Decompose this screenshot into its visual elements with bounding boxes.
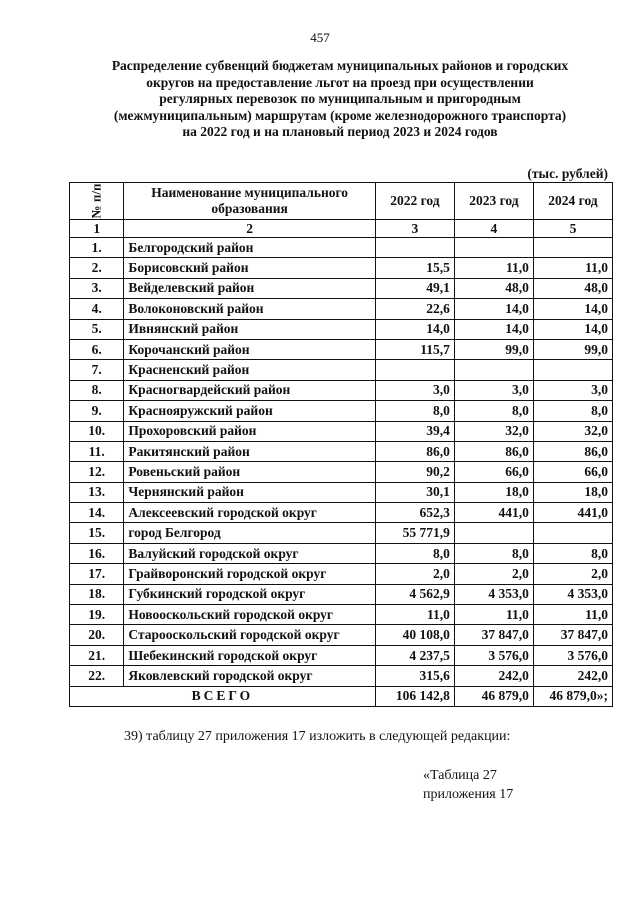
row-name: Новооскольский городской округ (124, 605, 375, 625)
table-row (70, 339, 613, 359)
row-name: Краснояружский район (124, 401, 375, 421)
row-num: 19. (70, 605, 124, 625)
header-2023: 2023 год (454, 183, 533, 220)
row-2024: 11,0 (533, 258, 612, 278)
table-row (70, 564, 613, 584)
row-2023: 14,0 (454, 319, 533, 339)
total-2023: 46 879,0 (454, 686, 533, 706)
row-2024: 2,0 (533, 564, 612, 584)
row-2022: 55 771,9 (375, 523, 454, 543)
column-index: 5 (533, 220, 612, 238)
row-num: 16. (70, 543, 124, 563)
row-num: 14. (70, 503, 124, 523)
column-index: 3 (375, 220, 454, 238)
quote-line: приложения 17 (423, 787, 514, 802)
title-line: округов на предоставление льгот на проезд при осуществлении (146, 74, 534, 90)
table-row (70, 278, 613, 298)
header-num-text: № п/п (88, 183, 104, 219)
quote-line: «Таблица 27 (423, 768, 497, 783)
row-2024: 3,0 (533, 380, 612, 400)
table-body (70, 238, 613, 687)
table-header-row (70, 183, 613, 220)
row-num: 22. (70, 666, 124, 686)
row-name: Чернянский район (124, 482, 375, 502)
table-row (70, 258, 613, 278)
row-name: Ракитянский район (124, 441, 375, 461)
row-2023: 32,0 (454, 421, 533, 441)
title-line: (межмуниципальным) маршрутам (кроме железнодорожного транспорта) (113, 107, 567, 123)
row-2022: 8,0 (375, 543, 454, 563)
row-name: Губкинский городской округ (124, 584, 375, 604)
row-2022: 30,1 (375, 482, 454, 502)
row-name: Красногвардейский район (124, 380, 375, 400)
subvention-table (69, 182, 613, 707)
row-num: 15. (70, 523, 124, 543)
row-num: 12. (70, 462, 124, 482)
table-row (70, 666, 613, 686)
row-2023: 66,0 (454, 462, 533, 482)
row-2023: 37 847,0 (454, 625, 533, 645)
row-2024: 86,0 (533, 441, 612, 461)
title-line: на 2022 год и на плановый период 2023 и 2024 годов (182, 124, 498, 139)
row-2024: 8,0 (533, 543, 612, 563)
table-row (70, 523, 613, 543)
column-index: 1 (70, 220, 124, 238)
amendment-text: 39) таблицу 27 приложения 17 изложить в следующей редакции: (124, 729, 511, 744)
table-row (70, 380, 613, 400)
column-index: 4 (454, 220, 533, 238)
row-name: Вейделевский район (124, 278, 375, 298)
table-row (70, 625, 613, 645)
row-2024: 8,0 (533, 401, 612, 421)
row-num: 9. (70, 401, 124, 421)
row-2024: 4 353,0 (533, 584, 612, 604)
row-2022 (375, 238, 454, 258)
table-row (70, 319, 613, 339)
row-2023: 441,0 (454, 503, 533, 523)
total-label: ВСЕГО (70, 686, 376, 706)
row-num: 1. (70, 238, 124, 258)
table-row (70, 543, 613, 563)
table-row (70, 299, 613, 319)
row-2022: 49,1 (375, 278, 454, 298)
row-num: 20. (70, 625, 124, 645)
row-2022: 4 237,5 (375, 645, 454, 665)
row-2024: 441,0 (533, 503, 612, 523)
row-2024: 32,0 (533, 421, 612, 441)
table-row (70, 645, 613, 665)
table-row (70, 584, 613, 604)
table-row (70, 401, 613, 421)
row-2022: 315,6 (375, 666, 454, 686)
row-name: Волоконовский район (124, 299, 375, 319)
row-2022: 2,0 (375, 564, 454, 584)
row-2022: 40 108,0 (375, 625, 454, 645)
row-2022: 39,4 (375, 421, 454, 441)
row-2022: 3,0 (375, 380, 454, 400)
row-2023: 8,0 (454, 401, 533, 421)
row-2023: 86,0 (454, 441, 533, 461)
row-name: Борисовский район (124, 258, 375, 278)
row-num: 6. (70, 339, 124, 359)
row-2023: 242,0 (454, 666, 533, 686)
header-num (70, 183, 124, 220)
row-num: 13. (70, 482, 124, 502)
row-2024 (533, 238, 612, 258)
row-2023: 3 576,0 (454, 645, 533, 665)
header-2024: 2024 год (533, 183, 612, 220)
table-row (70, 238, 613, 258)
row-2023: 8,0 (454, 543, 533, 563)
row-2023 (454, 523, 533, 543)
title-line: регулярных перевозок по муниципальным и пригородным (159, 91, 521, 106)
row-2022: 86,0 (375, 441, 454, 461)
header-2022: 2022 год (375, 183, 454, 220)
row-2023 (454, 238, 533, 258)
row-2022: 11,0 (375, 605, 454, 625)
row-2023: 4 353,0 (454, 584, 533, 604)
row-2024 (533, 360, 612, 380)
row-2023: 14,0 (454, 299, 533, 319)
row-num: 17. (70, 564, 124, 584)
row-2023: 11,0 (454, 605, 533, 625)
document-title (70, 58, 610, 141)
column-index: 2 (124, 220, 375, 238)
row-name: Белгородский район (124, 238, 375, 258)
table-row (70, 441, 613, 461)
row-name: Ровеньский район (124, 462, 375, 482)
row-num: 21. (70, 645, 124, 665)
row-2022: 14,0 (375, 319, 454, 339)
row-2024: 242,0 (533, 666, 612, 686)
title-line: Распределение субвенций бюджетам муниципальных районов и городских (111, 58, 569, 73)
row-name: Валуйский городской округ (124, 543, 375, 563)
row-2024 (533, 523, 612, 543)
row-num: 8. (70, 380, 124, 400)
row-2024: 18,0 (533, 482, 612, 502)
row-name: Прохоровский район (124, 421, 375, 441)
row-2024: 99,0 (533, 339, 612, 359)
row-2022: 8,0 (375, 401, 454, 421)
row-2024: 11,0 (533, 605, 612, 625)
table-row (70, 503, 613, 523)
row-2022 (375, 360, 454, 380)
row-2023: 11,0 (454, 258, 533, 278)
row-name: Корочанский район (124, 339, 375, 359)
row-name: Ивнянский район (124, 319, 375, 339)
row-2024: 37 847,0 (533, 625, 612, 645)
row-name: Алексеевский городской округ (124, 503, 375, 523)
row-2023: 18,0 (454, 482, 533, 502)
row-num: 5. (70, 319, 124, 339)
row-2022: 115,7 (375, 339, 454, 359)
row-num: 7. (70, 360, 124, 380)
row-name: Яковлевский городской округ (124, 666, 375, 686)
total-row (70, 686, 613, 706)
page-number: 457 (310, 30, 330, 45)
row-name: Шебекинский городской округ (124, 645, 375, 665)
table-caption-quote (423, 766, 513, 804)
row-2022: 4 562,9 (375, 584, 454, 604)
row-2022: 22,6 (375, 299, 454, 319)
header-name: Наименование муниципального образования (124, 183, 375, 220)
row-name: Старооскольский городской округ (124, 625, 375, 645)
row-name: Грайворонский городской округ (124, 564, 375, 584)
row-2023: 2,0 (454, 564, 533, 584)
row-num: 4. (70, 299, 124, 319)
units-label: (тыс. рублей) (527, 166, 608, 181)
row-2023 (454, 360, 533, 380)
row-2024: 14,0 (533, 319, 612, 339)
row-num: 11. (70, 441, 124, 461)
row-2022: 90,2 (375, 462, 454, 482)
total-2024: 46 879,0»; (533, 686, 612, 706)
table-row (70, 462, 613, 482)
table-row (70, 421, 613, 441)
row-2024: 3 576,0 (533, 645, 612, 665)
table-row (70, 360, 613, 380)
row-num: 10. (70, 421, 124, 441)
row-name: город Белгород (124, 523, 375, 543)
row-2023: 99,0 (454, 339, 533, 359)
table-row (70, 482, 613, 502)
row-2024: 14,0 (533, 299, 612, 319)
row-2024: 66,0 (533, 462, 612, 482)
total-2022: 106 142,8 (375, 686, 454, 706)
row-2022: 15,5 (375, 258, 454, 278)
row-2023: 48,0 (454, 278, 533, 298)
row-2023: 3,0 (454, 380, 533, 400)
row-2024: 48,0 (533, 278, 612, 298)
row-name: Красненский район (124, 360, 375, 380)
row-2022: 652,3 (375, 503, 454, 523)
table-row (70, 605, 613, 625)
column-index-row (70, 220, 613, 238)
row-num: 3. (70, 278, 124, 298)
row-num: 2. (70, 258, 124, 278)
row-num: 18. (70, 584, 124, 604)
